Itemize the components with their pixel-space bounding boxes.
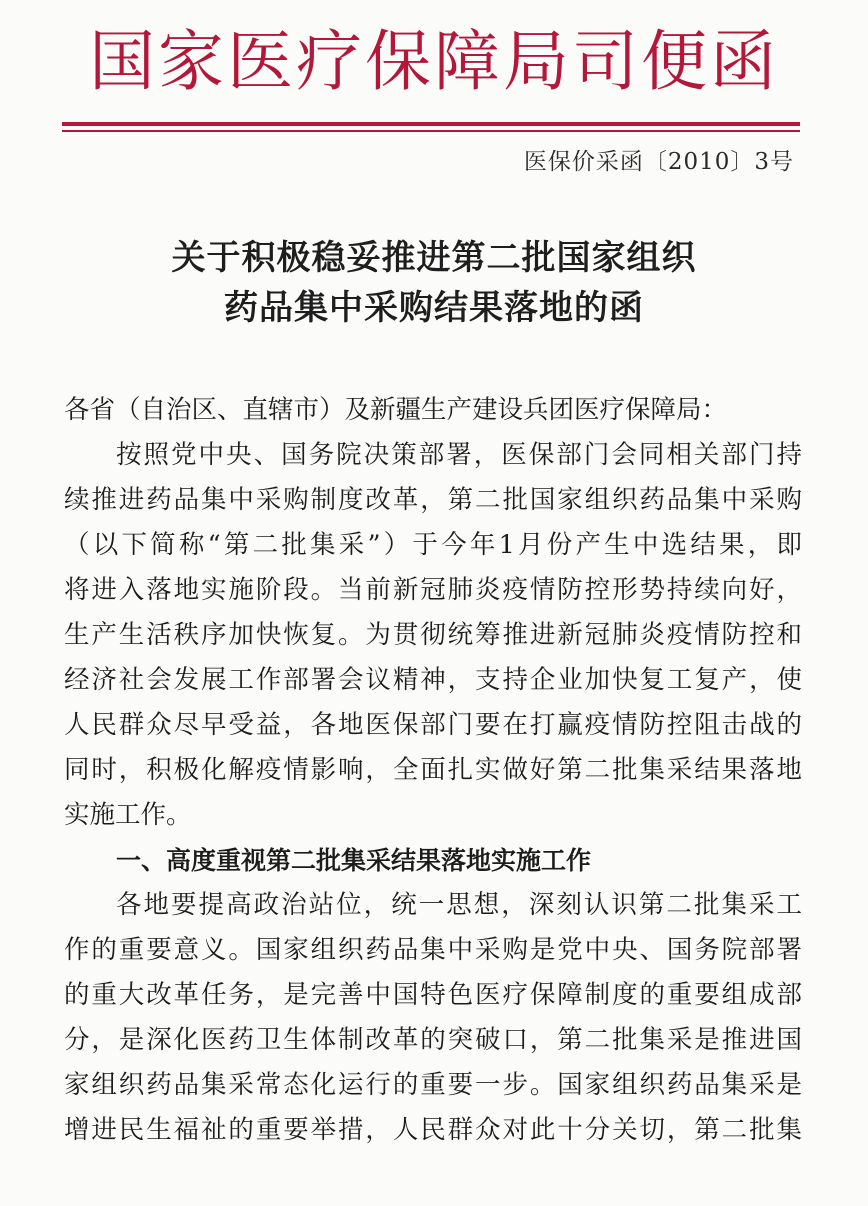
paragraph-line: 经济社会发展工作部署会议精神，支持企业加快复工复产，使 — [64, 665, 802, 695]
paragraph-line: 人民群众尽早受益，各地医保部门要在打赢疫情防控阻击战的 — [64, 710, 802, 740]
document-title-line-2: 药品集中采购结果落地的函 — [224, 288, 644, 328]
paragraph-line: 同时，积极化解疫情影响，全面扎实做好第二批集采结果落地 — [64, 755, 802, 785]
paragraph-line: （以下简称“第二批集采”）于今年1月份产生中选结果，即 — [64, 530, 802, 560]
paragraph-line: 按照党中央、国务院决策部署，医保部门会同相关部门持 — [116, 440, 802, 470]
paragraph-line: 续推进药品集中采购制度改革，第二批国家组织药品集中采购 — [64, 485, 802, 515]
document-title-line-1: 关于积极稳妥推进第二批国家组织 — [171, 238, 697, 278]
paragraph-line: 作的重要意义。国家组织药品集中采购是党中央、国务院部署 — [64, 935, 802, 965]
paragraph-line: 家组织药品集采常态化运行的重要一步。国家组织药品集采是 — [64, 1070, 802, 1100]
letterhead-rule-thick — [62, 122, 800, 126]
section-heading: 一、高度重视第二批集采结果落地实施工作 — [116, 846, 592, 875]
paragraph-line: 将进入落地实施阶段。当前新冠肺炎疫情防控形势持续向好， — [64, 575, 802, 605]
salutation: 各省（自治区、直辖市）及新疆生产建设兵团医疗保障局： — [64, 395, 728, 425]
letterhead-title: 国家医疗保障局司便函 — [89, 23, 779, 100]
document-number: 医保价采函〔2010〕3号 — [523, 149, 794, 175]
paragraph-line: 分，是深化医药卫生体制改革的突破口，第二批集采是推进国 — [64, 1025, 802, 1055]
paragraph-line: 各地要提高政治站位，统一思想，深刻认识第二批集采工 — [116, 890, 802, 920]
paragraph-line: 实施工作。 — [64, 800, 192, 830]
paragraph-line: 的重大改革任务，是完善中国特色医疗保障制度的重要组成部 — [64, 980, 802, 1010]
document-body — [64, 388, 802, 1153]
letterhead-rule-thin — [62, 130, 800, 132]
paragraph-line: 增进民生福祉的重要举措，人民群众对此十分关切，第二批集 — [64, 1115, 802, 1145]
paragraph-line: 生产生活秩序加快恢复。为贯彻统筹推进新冠肺炎疫情防控和 — [64, 620, 802, 650]
